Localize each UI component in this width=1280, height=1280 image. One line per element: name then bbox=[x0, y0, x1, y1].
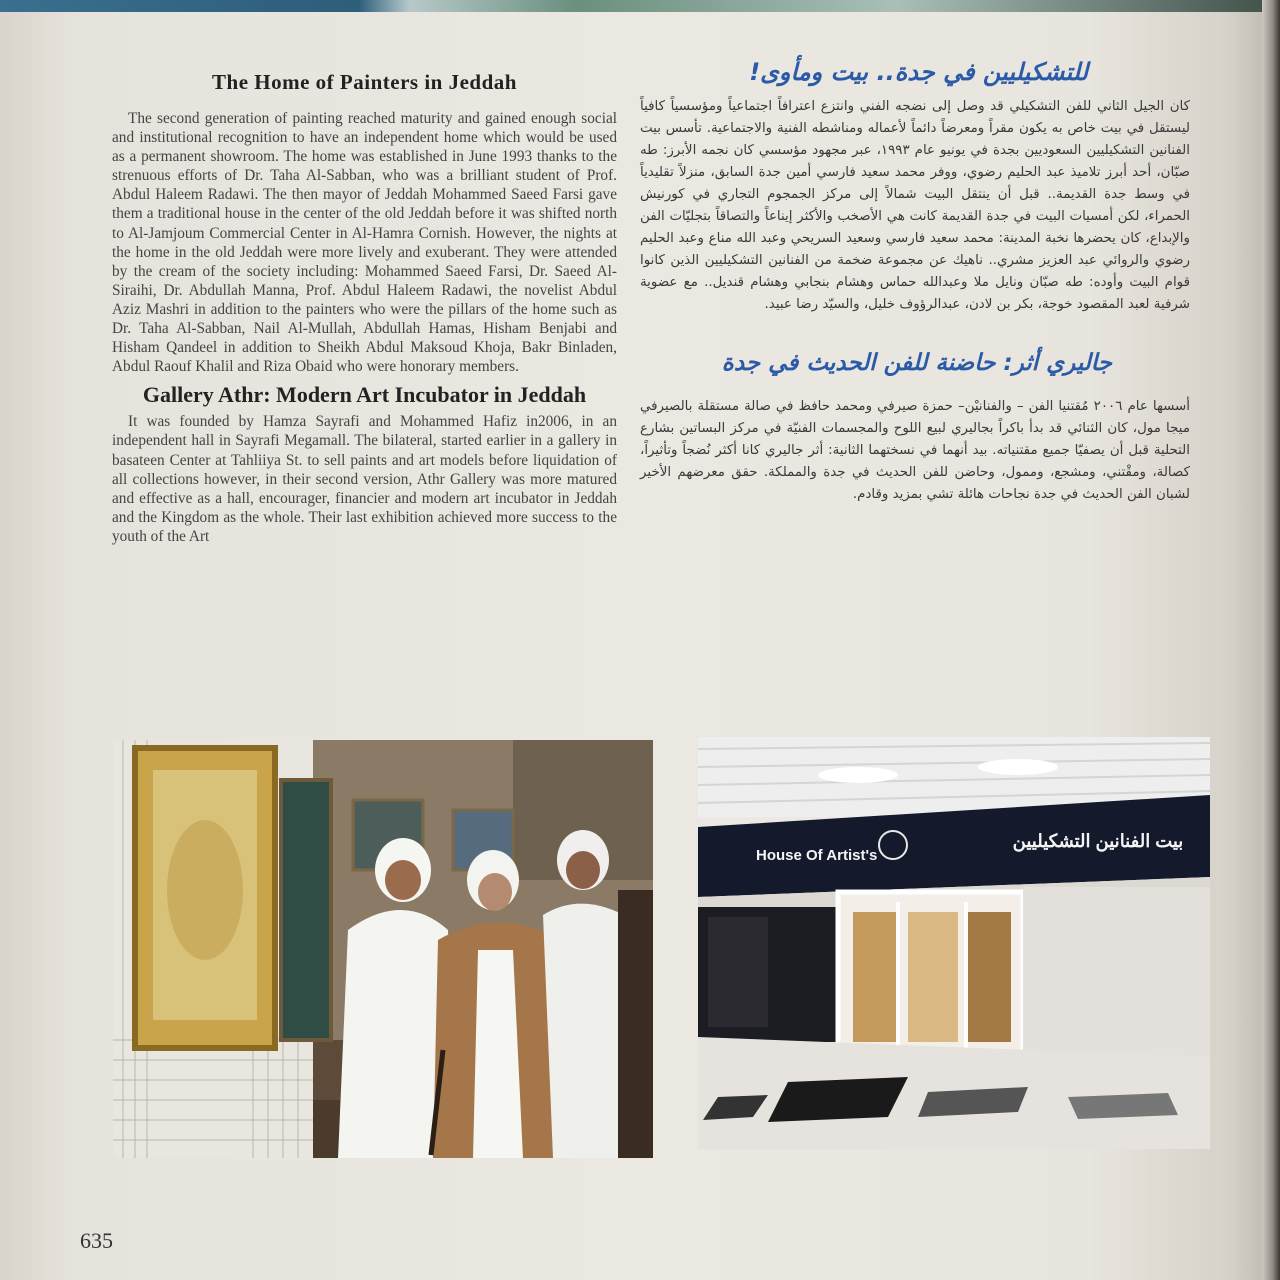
arabic-paragraph-home-of-painters: كان الجيل الثاني للفن التشكيلي قد وصل إلى نضجه الفني وانتزع اعترافاً اجتماعياً ومؤسسياً كافياً ليستقل في بيت خاص به يكون مقراً ومعرضاً دائماً لأعماله ومناشطه الفنية والاجتماعية. تأسس بيت الفنانين التشكيليين السعوديين بجدة في يونيو عام ١٩٩٣، عبر مجهود مؤسسي كان نجمه الأبرز: طه صبّان، أحد أبرز تلاميذ عبد الحليم رضوي، ووفر محمد سعيد فارسي أمين جدة السابق، منزلاً تقليدياً في وسط جدة القديمة.. قبل أن ينتقل البيت شمالاً إلى مركز الجمجوم التجاري في كورنيش الحمراء، لكن أمسيات البيت في جدة القديمة كانت هي الأصخب والأكثر إيناعاً والتصاقاً بتجليّات الفن والإبداع، كان يحضرها نخبة المدينة: محمد سعيد فارسي وسعيد السريحي وعبد الله مناع وعبد الحليم رضوي والروائي عبد العزيز مشري.. ناهيك عن مجموعة ضخمة من الفنانين التشكيليين الذين كانوا قوام البيت وأوده: طه صبّان ونايل ملا وعبدالله حماس وهشام بنجابي وهشام قنديل.. مع عضوية شرفية لعبد المقصود خوجة، بكر بن لادن، عبدالرؤوف خليل، والسيّد رضا عبيد. bbox=[640, 99, 1190, 312]
photo-gallery-visit bbox=[113, 740, 653, 1158]
arabic-heading-home-of-painters: للتشكيليين في جدة.. بيت ومأوى! bbox=[749, 58, 1088, 86]
photo-house-of-artists bbox=[698, 737, 1210, 1149]
english-paragraph-home-of-painters: The second generation of painting reached maturity and gained enough social and institutional recognition to have an independent home which would be used as a permanent showroom. The home was established in June 1993 thanks to the strenuous efforts of Dr. Taha Al-Sabban, who was a brilliant student of Prof. Abdul Haleem Radawi. The then mayor of Jeddah Mohammed Saeed Farsi gave them a traditional house in the center of the old Jeddah before it was shifted north to Al-Jamjoum Commercial Center in Al-Hamra Cornish. However, the nights at the home in the old Jeddah were more lively and exuberant. They were attended by the cream of the society including: Mohammed Saeed Farsi, Dr. Saeed Al-Siraihi, Dr. Abdullah Manna, Prof. Abdul Haleem Radawi, the novelist Abdul Aziz Mashri in addition to the painters who were the pillars of the home such as Dr. Taha Al-Sabban, Nail Al-Mullah, Abdullah Hamas, Hisham Benjabi and Hisham Qandeel in addition to Sheikh Abdul Maksoud Khoja, Bakr Binladen, Abdul Raouf Khalil and Riza Obaid who were honorary members. bbox=[112, 110, 617, 376]
arabic-column bbox=[640, 58, 1190, 506]
english-paragraph-gallery-athr: It was founded by Hamza Sayrafi and Mohammed Hafiz in2006, in an independent hall in Sayrafi Megamall. The bilateral, started earlier in a gallery in basateen Center at Tahliiya St. to sell paints and art models before liquidation of all collections however, in their second version, Athr Gallery was more matured and effective as a hall, encourager, financier and modern art incubator in Jeddah and the Kingdom as the whole. Their last exhibition achieved more success to the youth of the Art bbox=[112, 413, 617, 545]
arabic-paragraph-gallery-athr: أسسها عام ٢٠٠٦ مُقتنيا الفن – والفنانيْن– حمزة صيرفي ومحمد حافظ في صالة مستقلة بالصيرفي ميجا مول، كان الثنائي قد بدأ باكراً بجاليري لبيع اللوح والمجسمات الفنيّة في مركز البساتين بشارع التحلية قبل أن يصفيّا جميع مقتنياته. بيد أنهما في نسختهما الثانية: أثر جاليري كانا أكثر نُضجاً وتأثيراً، كصالة، ومقْتني، ومشجع، وممول، وحاضن للفن الحديث في جدة والمملكة. حقق معرضهم الأخير لشبان الفن الحديث في جدة نجاحات هائلة تشي بمزيد وقادم. bbox=[640, 399, 1191, 502]
top-color-strip bbox=[0, 0, 1280, 12]
house-of-artists-illustration bbox=[698, 737, 1210, 1149]
page-edge-shadow bbox=[1262, 0, 1280, 1280]
english-heading-home-of-painters: The Home of Painters in Jeddah bbox=[212, 70, 517, 94]
page-number: 635 bbox=[80, 1228, 113, 1253]
english-column bbox=[112, 70, 617, 546]
sign-english-text: House Of Artist's bbox=[756, 847, 878, 864]
arabic-heading-gallery-athr: جاليري أثر: حاضنة للفن الحديث في جدة bbox=[721, 350, 1112, 376]
gallery-visit-illustration bbox=[113, 740, 653, 1158]
sign-arabic-text: بيت الفنانين التشكيليين bbox=[1012, 831, 1184, 851]
english-heading-gallery-athr: Gallery Athr: Modern Art Incubator in Jeddah bbox=[142, 382, 587, 408]
